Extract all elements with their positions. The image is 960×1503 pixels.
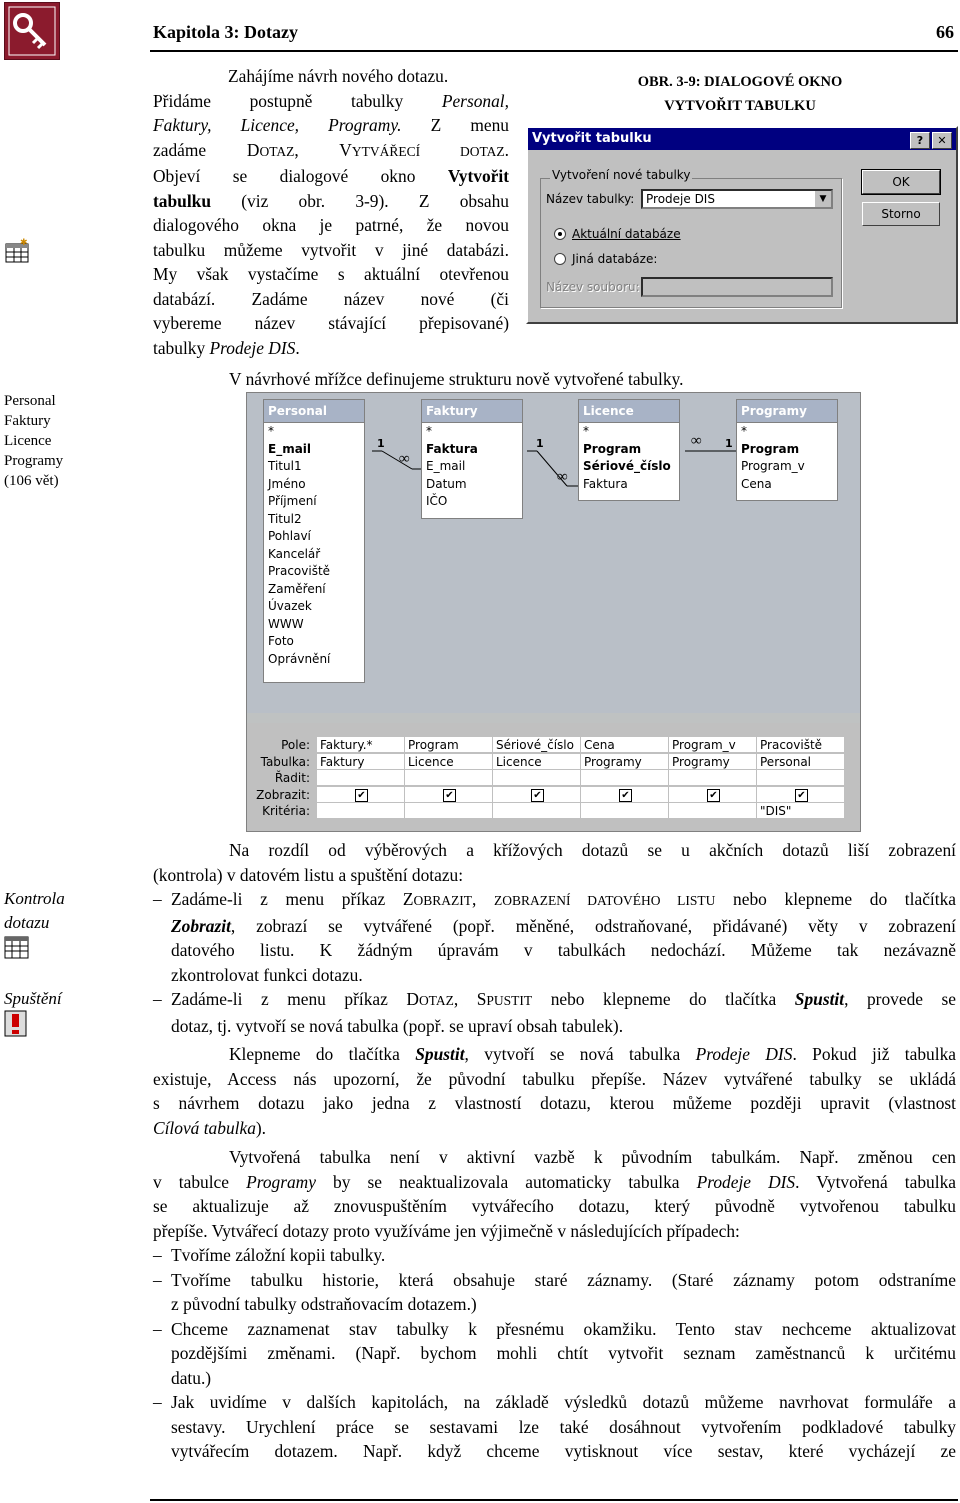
field-item[interactable]: Datum [426,476,467,491]
query-designer [246,392,861,832]
ok-button[interactable]: OK [862,170,940,194]
field-item[interactable]: Program_v [741,459,805,473]
grid-field-cell[interactable]: Pracoviště [757,737,845,753]
field-item[interactable]: Cena [741,476,772,491]
join-label: ∞ [691,433,702,449]
field-item[interactable]: * [583,424,589,438]
margin-spusteni-label: Spuštění [4,989,62,1008]
grid-row-label: Tabulka: [260,754,310,769]
grid-sort-cell[interactable] [757,770,845,786]
create-table-dialog [526,126,958,324]
datasheet-view-icon [4,936,30,960]
grid-row-label: Řadit: [274,771,310,785]
field-item[interactable]: Faktura [426,441,478,456]
grid-table-cell[interactable]: Faktury [317,754,405,770]
field-list-personal[interactable]: Personal * E_mail Titul1 Jméno Příjmení Titul2 Pohlaví Kancelář Pracoviště Zaměření Úvazek WWW Foto Oprávnění [263,399,365,683]
grid-table-cell[interactable]: Programy [581,754,669,770]
access-key-logo [4,2,60,60]
grid-sort-cell[interactable] [669,770,757,786]
grid-show-cell[interactable] [317,787,405,803]
grid-field-cell[interactable]: Program [405,737,493,753]
field-item[interactable]: IČO [426,494,448,508]
field-item[interactable]: WWW [268,616,304,631]
grid-table-cell[interactable]: Personal [757,754,845,770]
field-item[interactable]: Kancelář [268,546,321,561]
margin-kontrola-label: Kontrola dotazu [4,889,65,932]
grid-criteria-cell[interactable]: "DIS" [757,803,845,819]
file-name-label: Název souboru: [546,280,640,294]
intro-paragraph: Zahájíme návrh nového dotazu. Přidáme postupně tabulky Personal, Faktury, Licence, Programy. Z menu zadáme DOTAZ, VYTVÁŘECÍ DOTAZ. Objeví se dialogové okno Vytvořit tabulku (viz obr. 3-9). Z obsahu dialogového okna je patrné, že novou tabulku můžeme vytvořit v jiné databázi. My však vystačíme s aktuální otevřenou databází. Zadáme název nové (či vybereme název stávající přepisované) tabulky Prodeje DIS. [153,66,509,358]
show-checkbox[interactable]: ✔ [795,789,808,802]
other-db-radio[interactable] [554,253,566,265]
grid-field-cell[interactable]: Cena [581,737,669,753]
page-number: 66 [936,22,954,42]
field-item[interactable]: * [426,424,432,438]
cancel-button[interactable]: Storno [862,202,940,226]
grid-field-cell[interactable]: Faktury.* [317,737,405,753]
field-item[interactable]: Úvazek [268,599,312,613]
grid-criteria-cell[interactable] [493,803,581,819]
chevron-down-icon[interactable]: ▼ [815,191,831,207]
file-name-input[interactable] [641,277,833,297]
field-item[interactable]: Program [741,441,800,456]
grid-criteria-cell[interactable] [669,803,757,819]
field-list-programy[interactable]: Programy * Program Program_v Cena [736,399,838,501]
join-label: ∞ [399,451,410,467]
cases-list: – Tvoříme záložní kopii tabulky. – Tvoříme tabulku historie, která obsahuje staré záznamy. (Staré záznamy potom odstraníme z původní tabulky odstraňovacím dotazem.) – Chceme zaznamenat stav tabulky k přesnému okamžiku. Tento stav nechceme aktualizovat pozdějšími změnami. (Např. bychom mohli chtít vytvořit seznam zaměstnanců k určitému datu.) – Jak uvidíme v dalších kapitolách, na základě výsledků dotazů můžeme navrhovat formuláře a sestavy. Urychlení práce se sestavami lze také dosáhnout vytvořením podkladové tabulky vytvářecím dotazem. Např. když chceme vytisknout více sestav, které vycházejí ze [153,1243,956,1464]
field-item[interactable]: * [741,424,747,438]
grid-row-label: Pole: [281,738,310,752]
table-name-combo[interactable]: Prodeje DIS ▼ [641,189,833,209]
field-item[interactable]: Titul1 [268,459,302,473]
design-grid [247,723,860,831]
margin-tables-list: Personal Faktury Licence Programy (106 vět) [4,393,64,489]
figure-caption: OBR. 3-9: DIALOGOVÉ OKNO VYTVOŘIT TABULKU [637,74,843,114]
new-query-icon [4,238,31,264]
grid-table-cell[interactable]: Licence [405,754,493,770]
field-list-licence[interactable]: Licence * Program Sériové_číslo Faktura [578,399,680,501]
grid-show-cell[interactable] [669,787,757,803]
body-text: Na rozdíl od výběrových a křížových dotazů se u akčních dotazů liší zobrazení (kontrola) v datovém listu a spuštění dotazu: – Zadáme-li z menu příkaz ZOBRAZIT, ZOBRAZENÍ DATOVÉHO LISTU nebo klepneme do tlačítka Zobrazit, zobrazí se vytvářené (popř. měněné, odstraňované, přidávané) věty v zobrazení datového listu. K žádným úpravám v tabulkách nedochází. Můžeme tak nezávazně zkontrolovat funkci dotazu. – Zadáme-li z menu příkaz DOTAZ, SPUSTIT nebo klepneme do tlačítka Spustit, provede se dotaz, tj. vytvoří se nová tabulka (popř. se upraví obsah tabulek). Klepneme do tlačítka Spustit, vytvoří se nová tabulka Prodeje DIS. Pokud již tabulka existuje, Access nás upozorní, že původní tabulku přepíše. Název vytvářené tabulky se ukládá s návrhem dotazu jako jedna z vlastností dotazu, kterou můžeme později upravit (vlastnost Cílová tabulka). Vytvořená tabulka není v aktivní vazbě k původním tabulkám. Např. změnou cen v tabulce Programy by se neaktualizovala automaticky tabulka Prodeje DIS. Vytvořená tabulka se aktualizuje až znovuspuštěním vytvářecího dotazu, který původně vytvořenou tabulku přepíše. Vytvářecí dotazy proto využíváme jen výjimečně v následujících případech: – Tvoříme záložní kopii tabulky. – Tvoříme tabulku historie, která obsahuje staré záznamy. (Staré záznamy potom odstraníme z původní tabulky odstraňovacím dotazem.) – Chceme zaznamenat stav tabulky k přesnému okamžiku. Tento stav nechceme aktualizovat pozdějšími změnami. (Např. bychom mohli chtít vytvořit seznam zaměstnanců k určitému datu.) – Jak uvidíme v dalších kapitolách, na základě výsledků dotazů můžeme navrhovat formuláře a sestavy. Urychlení práce se sestavami lze také dosáhnout vytvořením podkladové tabulky vytvářecím dotazem. Např. když chceme vytisknout více sestav, které vycházejí ze [153,838,956,1464]
field-item[interactable]: Faktura [583,476,628,491]
show-checkbox[interactable]: ✔ [619,789,632,802]
join-label: 1 [536,437,544,450]
current-db-label: Aktuální databáze [572,227,681,241]
chapter-title: Kapitola 3: Dotazy [153,22,298,42]
field-item[interactable]: Oprávnění [268,651,331,666]
grid-sort-cell[interactable] [581,770,669,786]
grid-table-cell[interactable]: Licence [493,754,581,770]
grid-row-label: Zobrazit: [256,787,310,802]
field-item[interactable]: * [268,424,274,438]
field-list-faktury[interactable]: Faktury * Faktura E_mail Datum IČO [421,399,523,519]
field-item[interactable]: Jméno [268,476,306,491]
header-rule [150,50,958,52]
join-label: ∞ [557,469,568,485]
show-checkbox[interactable]: ✔ [443,789,456,802]
help-button[interactable]: ? [910,132,930,149]
close-button[interactable]: ✕ [932,132,952,149]
grid-show-cell[interactable] [405,787,493,803]
other-db-label: Jiná databáze: [572,252,658,266]
show-checkbox[interactable]: ✔ [355,789,368,802]
grid-show-cell[interactable] [581,787,669,803]
grid-table-cell[interactable]: Programy [669,754,757,770]
grid-row-label: Kritéria: [262,804,310,818]
dialog-title: Vytvořit tabulku [532,131,652,146]
grid-field-cell[interactable]: Program_v [669,737,757,753]
field-item[interactable]: Sériové_číslo [583,459,671,473]
field-item[interactable]: Zaměření [268,581,326,596]
grid-sort-cell[interactable] [405,770,493,786]
dialog-titlebar [528,128,956,150]
grid-sort-cell[interactable] [493,770,581,786]
grid-criteria-cell[interactable] [405,803,493,819]
field-item[interactable]: Titul2 [268,511,302,526]
join-label: 1 [377,437,385,450]
join-label: 1 [725,437,733,450]
field-item[interactable]: Příjmení [268,494,317,508]
designer-intro-sentence: V návrhové mřížce definujeme strukturu nově vytvořené tabulky. [229,369,684,389]
grid-field-cell[interactable]: Sériové_číslo [493,737,581,753]
show-checkbox[interactable]: ✔ [707,789,720,802]
bullet-list: – Zadáme-li z menu příkaz ZOBRAZIT, ZOBRAZENÍ DATOVÉHO LISTU nebo klepneme do tlačítka Zobrazit, zobrazí se vytvářené (popř. měněné, odstraňované, přidávané) věty v zobrazení datového listu. K žádným úpravám v tabulkách nedochází. Můžeme tak nezávazně zkontrolovat funkci dotazu. – Zadáme-li z menu příkaz DOTAZ, SPUSTIT nebo klepneme do tlačítka Spustit, provede se dotaz, tj. vytvoří se nová tabulka (popř. se upraví obsah tabulek). [153,887,956,1038]
current-db-radio[interactable] [554,228,566,240]
field-item[interactable]: E_mail [268,441,312,456]
key-icon [5,3,59,59]
group-label: Vytvoření nové tabulky [552,168,691,182]
grid-show-cell[interactable] [493,787,581,803]
show-checkbox[interactable]: ✔ [531,789,544,802]
grid-criteria-cell[interactable] [581,803,669,819]
grid-criteria-cell[interactable] [317,803,405,819]
field-item[interactable]: E_mail [426,459,466,473]
field-item[interactable]: Pracoviště [268,564,331,578]
footer-rule [150,1499,958,1501]
field-item[interactable]: Program [583,441,642,456]
table-name-label: Název tabulky: [546,192,635,206]
svg-text:✱: ✱ [20,238,28,247]
run-exclamation-icon [4,1010,28,1038]
field-item[interactable]: Foto [268,634,294,648]
field-item[interactable]: Pohlaví [268,529,311,543]
grid-sort-cell[interactable] [317,770,405,786]
grid-show-cell[interactable] [757,787,845,803]
